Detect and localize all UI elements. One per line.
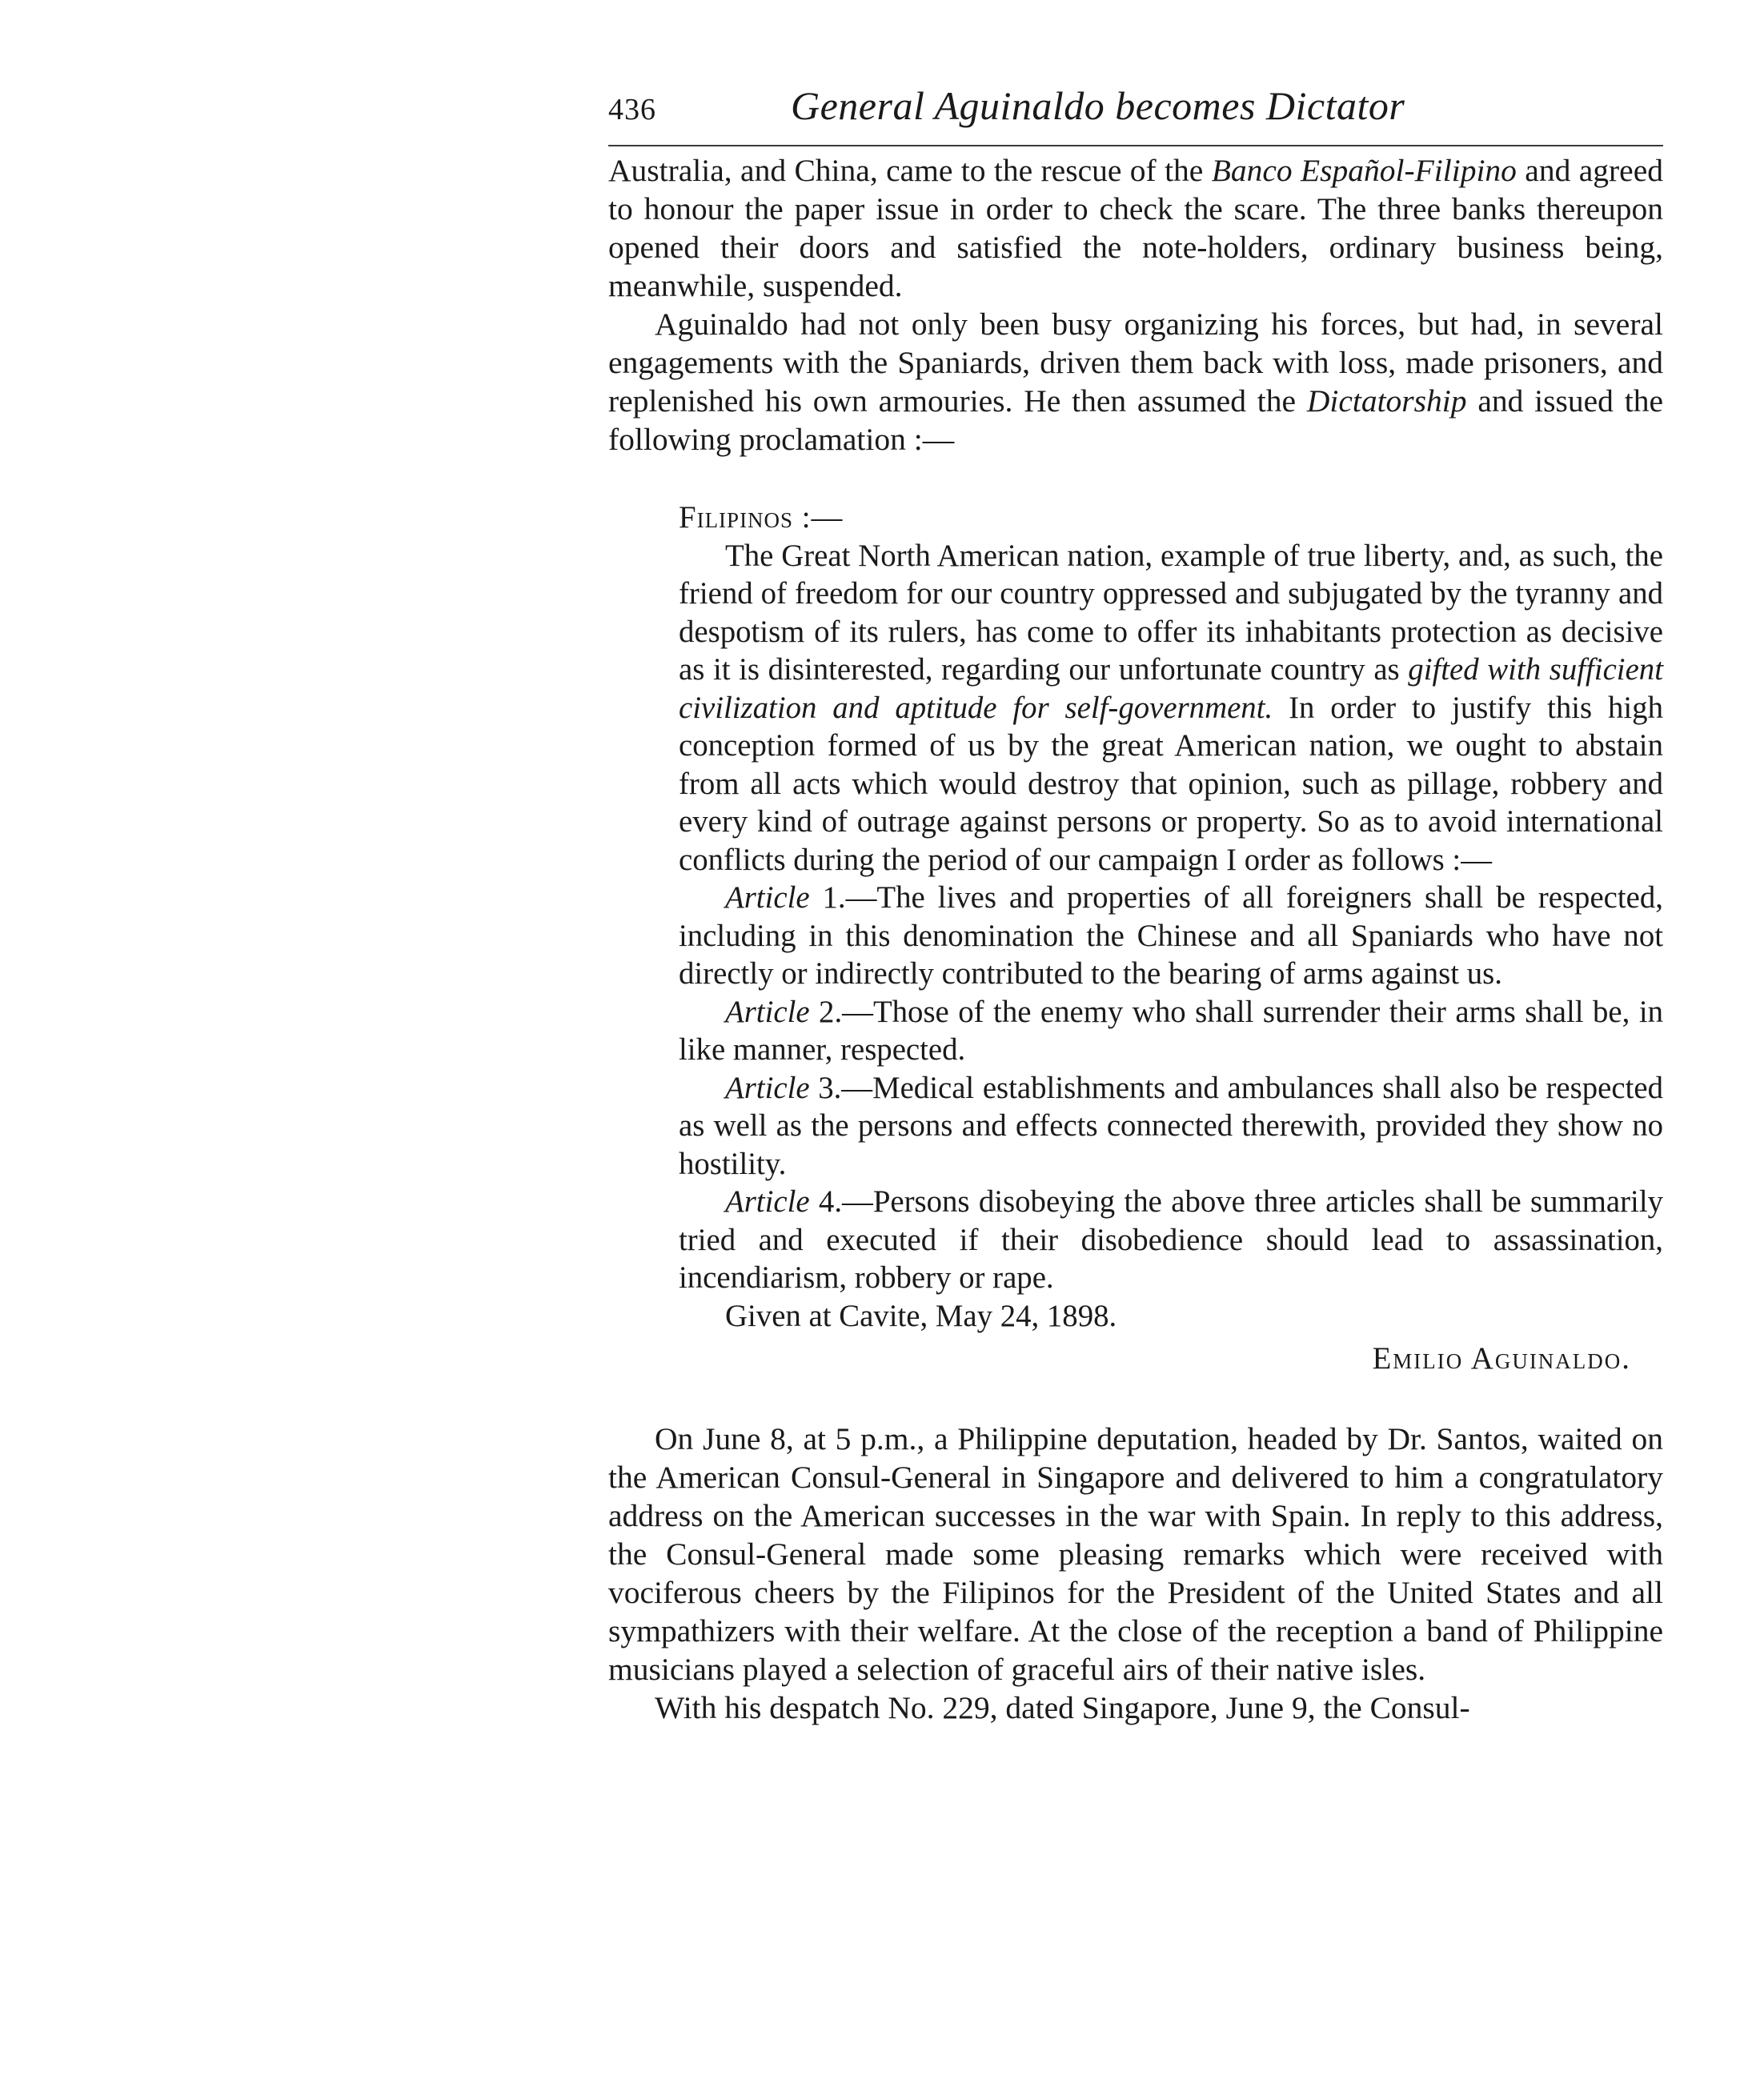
paragraph-despatch: With his despatch No. 229, dated Singapore, June 9, the Consul- — [655, 1689, 1470, 1725]
page-number: 436 — [608, 93, 656, 126]
article-4-text: 4.—Persons disobeying the above three articles shall be summarily tried and executed if their disobedience should lead to assassination, incendiarism, robbery or rape. — [679, 1184, 1663, 1295]
main-text — [608, 151, 1663, 459]
proclamation-salutation: Filipinos :— — [679, 500, 844, 535]
article-1-text: 1.—The lives and properties of all foreigners shall be respected, including in this denomination the Chinese and all Spaniards who have not directly or indirectly contributed to the bearing of arms against us. — [679, 880, 1663, 991]
article-3 — [679, 1069, 1663, 1184]
article-4-label: Article — [725, 1184, 810, 1219]
proclamation-body — [679, 537, 1663, 879]
proclamation-given-at: Given at Cavite, May 24, 1898. — [725, 1298, 1117, 1333]
paragraph-banks-italic: Banco Español-Filipino — [1211, 153, 1517, 188]
paragraph-deputation: On June 8, at 5 p.m., a Philippine deputation, headed by Dr. Santos, waited on the American Consul-General in Singapore and delivered to him a congratulatory address on the American successes in the war with Spain. In reply to this address, the Consul-General made some pleasing remarks which were received with vociferous cheers by the Filipinos for the President of the United States and all sympathizers with their welfare. At the close of the reception a band of Philippine musicians played a selection of graceful airs of their native isles. — [608, 1420, 1663, 1687]
paragraph-aguinaldo-italic: Dictatorship — [1306, 383, 1467, 419]
article-4 — [679, 1183, 1663, 1297]
article-1-label: Article — [725, 880, 810, 915]
paragraph-aguinaldo-text-1: Aguinaldo had not only been busy organizing his forces, but had, in several engagements with the Spaniards, driven them back with loss, made prisoners, and replenished his own armouries. He then assumed the — [608, 306, 1663, 419]
article-2-label: Article — [725, 994, 810, 1029]
paragraph-aguinaldo — [608, 305, 1663, 459]
proclamation-body-text-2: In order to justify this high conception formed of us by the great American nation, we ought to abstain from all acts which would destroy that opinion, such as pillage, robbery and every kind of outrage against persons or property. So as to avoid international conflicts during the period of our campaign I order as follows :— — [679, 690, 1663, 877]
paragraph-banks-text-1: Australia, and China, came to the rescue of the — [608, 153, 1212, 188]
paragraph-banks-text-2: and agreed to honour the paper issue in order to check the scare. The three banks thereupon opened their doors and satisfied the note-holders, ordinary business being, meanwhile, suspended. — [608, 153, 1663, 303]
closing-text — [608, 1420, 1663, 1727]
page-header — [608, 76, 1663, 138]
article-2-text: 2.—Those of the enemy who shall surrender their arms shall be, in like manner, respected. — [679, 994, 1663, 1067]
proclamation-body-italic: gifted with sufficient civilization and aptitude for self-government. — [679, 652, 1663, 725]
article-2 — [679, 993, 1663, 1069]
article-1 — [679, 879, 1663, 993]
header-rule — [608, 145, 1663, 146]
proclamation-body-text-1: The Great North American nation, example of true liberty, and, as such, the friend of freedom for our country oppressed and subjugated by the tyranny and despotism of its rulers, has come to offer its inhabitants protection as decisive as it is disinterested, regarding our unfortunate country as — [679, 538, 1663, 687]
article-3-text: 3.—Medical establishments and ambulances shall also be respected as well as the persons and effects connected therewith, provided they show no hostility. — [679, 1070, 1663, 1181]
running-title: General Aguinaldo becomes Dictator — [791, 83, 1405, 128]
book-page — [608, 76, 1663, 1727]
proclamation-signature: Emilio Aguinaldo. — [1372, 1341, 1631, 1376]
article-3-label: Article — [725, 1070, 810, 1105]
paragraph-aguinaldo-text-2: and issued the following proclamation :— — [608, 383, 1663, 457]
proclamation-block — [679, 499, 1663, 1378]
paragraph-banks — [608, 151, 1663, 305]
